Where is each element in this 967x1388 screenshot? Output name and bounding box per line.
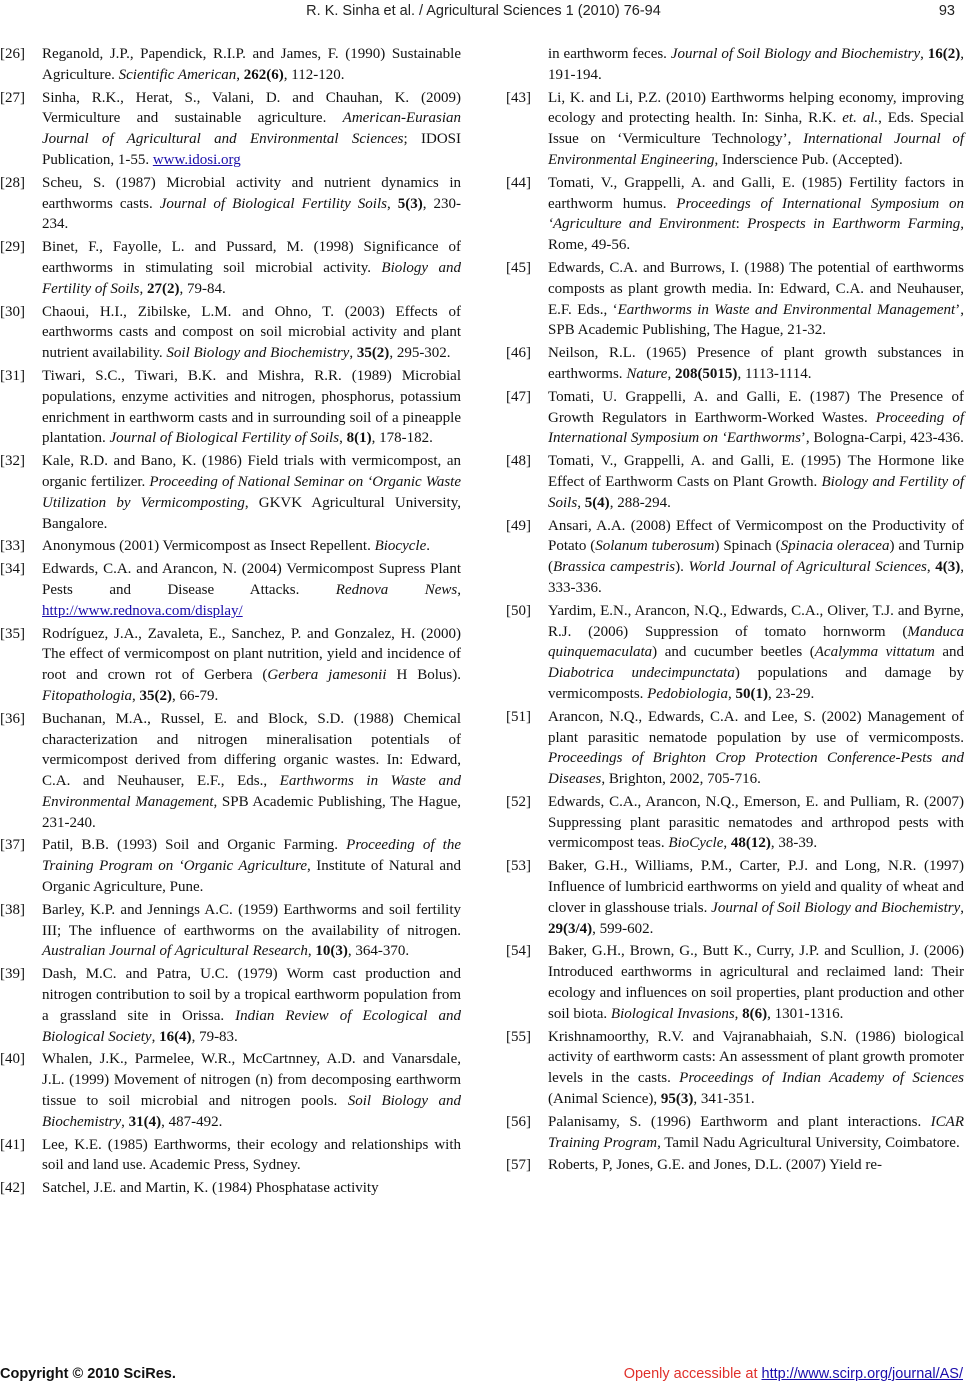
reference-text: Edwards, C.A. and Arancon, N. (2004) Vermicompost Supress Plant Pests and Disease Attacks. Rednova News, http://www.rednova.com/display/ — [42, 561, 462, 619]
reference-text: Buchanan, M.A., Russel, E. and Block, S.D. (1988) Chemical characterization and nitrogen mineralisation potentials of vermicompost derived from differing organic wastes. In: Edward, C.A. and Neuhauser, E.F., Eds., Earthworms in Waste and Environmental Management, SPB Academic Publishing, The Hague, 231-240. — [42, 710, 462, 831]
reference-text: Tomati, V., Grappelli, A. and Galli, E. (1995) The Hormone like Effect of Earthworm Casts on Plant Growth. Biology and Fertility of Soils, 5(4), 288-294. — [548, 453, 964, 511]
references-left-column — [0, 44, 461, 1201]
reference-number: [35] — [0, 625, 25, 642]
reference-entry — [0, 1178, 461, 1199]
reference-number: [40] — [0, 1051, 25, 1068]
reference-number: [33] — [0, 538, 25, 555]
reference-text: Baker, G.H., Brown, G., Butt K., Curry, J.P. and Scullion, J. (2006) Introduced earthworms in agricultural and reclaimed land: Their ecology and influences on soil properties, plant production and other soil biota. Biological Invasions, 8(6), 1301-1316. — [548, 943, 964, 1022]
reference-text: Dash, M.C. and Patra, U.C. (1979) Worm cast production and nitrogen contribution to soil by a tropical earthworm population from a grassland site in Orissa. Indian Review of Ecological and Biological Society, 16(4), 79-83. — [42, 966, 461, 1045]
reference-text: Satchel, J.E. and Martin, K. (1984) Phosphatase activity — [42, 1180, 379, 1197]
reference-entry — [0, 302, 461, 364]
reference-entry — [506, 941, 964, 1024]
reference-entry — [0, 624, 461, 707]
reference-entry — [506, 387, 964, 449]
reference-number: [55] — [506, 1028, 531, 1045]
reference-text: Roberts, P, Jones, G.E. and Jones, D.L. (2007) Yield re- — [548, 1157, 882, 1174]
reference-number: [30] — [0, 303, 25, 320]
reference-text: Chaoui, H.I., Zibilske, L.M. and Ohno, T. (2003) Effects of earthworms casts and compost on soil microbial activity and plant nutrient availability. Soil Biology and Biochemistry, 35(2), 295-302. — [42, 303, 461, 362]
reference-number: [36] — [0, 710, 25, 727]
reference-entry — [506, 1112, 964, 1154]
reference-entry — [0, 237, 461, 299]
reference-entry — [0, 964, 461, 1047]
reference-number: [42] — [0, 1180, 25, 1197]
reference-entry — [0, 366, 461, 449]
reference-entry — [0, 1049, 461, 1132]
reference-number: [56] — [506, 1113, 531, 1130]
reference-number: [49] — [506, 517, 531, 534]
reference-entry — [506, 173, 964, 256]
reference-number: [57] — [506, 1157, 531, 1174]
reference-number: [34] — [0, 561, 25, 578]
reference-number: [39] — [0, 966, 25, 983]
reference-entry — [506, 856, 964, 939]
reference-entry — [0, 709, 461, 834]
reference-number: [53] — [506, 858, 531, 875]
reference-entry — [506, 792, 964, 854]
reference-text: Tiwari, S.C., Tiwari, B.K. and Mishra, R.R. (1989) Microbial populations, enzyme activities and nitrogen, phosphorus, potassium enrichment in earthworm casts and in surrounding soil of a pineapple plantation. Journal of Biological Fertility of Soils, 8(1), 178-182. — [42, 367, 461, 447]
references-right-column — [506, 44, 964, 1178]
reference-entry — [506, 1027, 964, 1110]
reference-text: Whalen, J.K., Parmelee, W.R., McCartnney, A.D. and Vanarsdale, J.L. (1999) Movement of nitrogen (n) from decomposing earthworm tissue to soil microbial and nitrogen pools. Soil Biology and Biochemistry, 31(4), 487-492. — [42, 1051, 461, 1130]
reference-number: [43] — [506, 89, 531, 106]
reference-entry — [0, 451, 461, 534]
reference-text: Tomati, U. Grappelli, A. and Galli, E. (1987) The Presence of Growth Regulators in Earthworm-Worked Wastes. Proceeding of International Symposium on ‘Earthworms’, Bologna-Carpi, 423-436. — [548, 388, 964, 447]
reference-number: [29] — [0, 239, 25, 256]
page-number: 93 — [938, 3, 955, 19]
reference-entry — [506, 516, 964, 599]
copyright-notice: Copyright © 2010 SciRes. — [0, 1366, 176, 1382]
reference-text: Barley, K.P. and Jennings A.C. (1959) Earthworms and soil fertility III; The influence of earthworms on the availability of nitrogen. Australian Journal of Agricultural Research, 10(3), 364-370. — [42, 901, 461, 960]
reference-text: Baker, G.H., Williams, P.M., Carter, P.J. and Long, N.R. (1997) Influence of lumbricid earthworms on yield and quality of wheat and clover in glasshouse trials. Journal of Soil Biology and Biochemistry, 29(3/4), 599-602. — [548, 858, 964, 937]
reference-text: Krishnamoorthy, R.V. and Vajranabhaiah, S.N. (1986) biological activity of earthworm casts: An assessment of plant growth promoter levels in the casts. Proceedings of Indian Academy of Sciences (Animal Science), 95(3), 341-351. — [548, 1028, 964, 1108]
reference-text: Edwards, C.A. and Burrows, I. (1988) The potential of earthworms composts as plant growth media. In: Edward, C.A. and Neuhauser, E.F. Eds., ‘Earthworms in Waste and Environmental Management’, SPB Academic Publishing, The Hague, 21-32. — [548, 259, 964, 339]
reference-text: Ansari, A.A. (2008) Effect of Vermicompost on the Productivity of Potato (Solanum tuberosum) Spinach (Spinacia oleracea) and Turnip (Brassica campestris). World Journal of Agricultural Sciences, 4(3), 333-336. — [548, 517, 964, 596]
reference-entry — [506, 601, 964, 705]
reference-number: [31] — [0, 367, 25, 384]
journal-url-link[interactable]: http://www.scirp.org/journal/AS/ — [761, 1366, 963, 1382]
reference-number: [46] — [506, 345, 531, 362]
reference-number: [52] — [506, 793, 531, 810]
reference-number: [41] — [0, 1136, 25, 1153]
reference-number: [47] — [506, 388, 531, 405]
reference-number: [27] — [0, 89, 25, 106]
reference-entry — [0, 88, 461, 171]
reference-entry — [0, 559, 461, 621]
running-head: R. K. Sinha et al. / Agricultural Sciences 1 (2010) 76-94 — [306, 3, 661, 19]
reference-text: Rodríguez, J.A., Zavaleta, E., Sanchez, P. and Gonzalez, H. (2000) The effect of vermicompost on plant nutrition, yield and incidence of root and crown rot of Gerbera (Gerbera jamesonii H Bolus). Fitopathologia, 35(2), 66-79. — [42, 625, 462, 704]
reference-number: [32] — [0, 453, 25, 470]
reference-number: [38] — [0, 901, 25, 918]
reference-entry — [0, 835, 461, 897]
reference-text: Kale, R.D. and Bano, K. (1986) Field trials with vermicompost, an organic fertilizer. Proceeding of National Seminar on ‘Organic Waste Utilization by Vermicomposting, GKVK Agricultural University, Bangalore. — [42, 453, 461, 532]
reference-text: Li, K. and Li, P.Z. (2010) Earthworms helping economy, improving ecology and protecting health. In: Sinha, R.K. et. al., Eds. Special Issue on ‘Vermiculture Technology’, International Journal of Environmental Engineering, Inderscience Pub. (Accepted). — [548, 89, 965, 168]
reference-entry — [0, 44, 461, 86]
reference-text: Arancon, N.Q., Edwards, C.A. and Lee, S. (2002) Management of plant parasitic nematode population by use of vermicomposts. Proceedings of Brighton Crop Protection Conference-Pests and Diseases, Brighton, 2002, 705-716. — [548, 708, 964, 788]
reference-text: Reganold, J.P., Papendick, R.I.P. and James, F. (1990) Sustainable Agriculture. Scientific American, 262(6), 112-120. — [42, 46, 461, 83]
open-access-label: Openly accessible at — [623, 1366, 762, 1382]
reference-number: [28] — [0, 174, 25, 191]
reference-entry — [506, 451, 964, 513]
reference-text: Lee, K.E. (1985) Earthworms, their ecology and relationships with soil and land use. Academic Press, Sydney. — [42, 1136, 461, 1174]
reference-entry — [0, 536, 461, 557]
reference-text: Palanisamy, S. (1996) Earthworm and plant interactions. ICAR Training Program, Tamil Nadu Agricultural University, Coimbatore. — [548, 1113, 964, 1151]
reference-entry — [0, 900, 461, 962]
reference-entry — [506, 88, 964, 171]
reference-number: [54] — [506, 943, 531, 960]
reference-entry — [506, 258, 964, 341]
reference-text: Scheu, S. (1987) Microbial activity and nutrient dynamics in earthworms casts. Journal of Biological Fertility Soils, 5(3), 230-234. — [42, 174, 461, 233]
reference-entry — [0, 173, 461, 235]
reference-text: Patil, B.B. (1993) Soil and Organic Farming. Proceeding of the Training Program on ‘Organic Agriculture, Institute of Natural and Organic Agriculture, Pune. — [42, 837, 462, 896]
reference-text: Yardim, E.N., Arancon, N.Q., Edwards, C.A., Oliver, T.J. and Byrne, R.J. (2006) Suppression of tomato hornworm (Manduca quinquemaculata) and cucumber beetles (Acalymma vittatum and Diabotrica undecimpunctata) populations and damage by vermicomposts. Pedobiologia, 50(1), 23-29. — [548, 602, 965, 702]
reference-number: [44] — [506, 174, 531, 191]
reference-entry — [506, 707, 964, 790]
reference-text: Anonymous (2001) Vermicompost as Insect Repellent. Biocycle. — [42, 538, 430, 555]
reference-entry — [506, 343, 964, 385]
open-access-notice — [624, 1366, 963, 1382]
reference-number: [45] — [506, 259, 531, 276]
reference-entry — [0, 1135, 461, 1177]
reference-text: Neilson, R.L. (1965) Presence of plant growth substances in earthworms. Nature, 208(5015), 1113-1114. — [548, 345, 964, 382]
reference-entry — [506, 1155, 964, 1176]
reference-number: [48] — [506, 453, 531, 470]
reference-text: Edwards, C.A., Arancon, N.Q., Emerson, E. and Pulliam, R. (2007) Suppressing plant parasitic nematodes and arthropod pests with vermicompost teas. BioCycle, 48(12), 38-39. — [548, 793, 964, 852]
reference-number: [37] — [0, 837, 25, 854]
reference-link[interactable]: http://www.rednova.com/display/ — [42, 602, 243, 619]
reference-number: [26] — [0, 46, 25, 62]
reference-number: [51] — [506, 708, 531, 725]
reference-text: Tomati, V., Grappelli, A. and Galli, E. (1985) Fertility factors in earthworm humus. Proceedings of International Symposium on ‘Agriculture and Environment: Prospects in Earthworm Farming, Rome, 49-56. — [548, 174, 964, 254]
reference-continuation: in earthworm feces. Journal of Soil Biology and Biochemistry, 16(2), 191-194. — [548, 46, 965, 83]
reference-link[interactable]: www.idosi.org — [152, 151, 241, 168]
reference-text: Sinha, R.K., Herat, S., Valani, D. and Chauhan, K. (2009) Vermiculture and sustainable agriculture. American-Eurasian Journal of Agricultural and Environmental Sciences; IDOSI Publication, 1-55. www.idosi.org — [42, 89, 461, 168]
reference-text: Binet, F., Fayolle, L. and Pussard, M. (1998) Significance of earthworms in stimulating soil microbial activity. Biology and Fertility of Soils, 27(2), 79-84. — [42, 239, 461, 297]
reference-number: [50] — [506, 602, 531, 619]
